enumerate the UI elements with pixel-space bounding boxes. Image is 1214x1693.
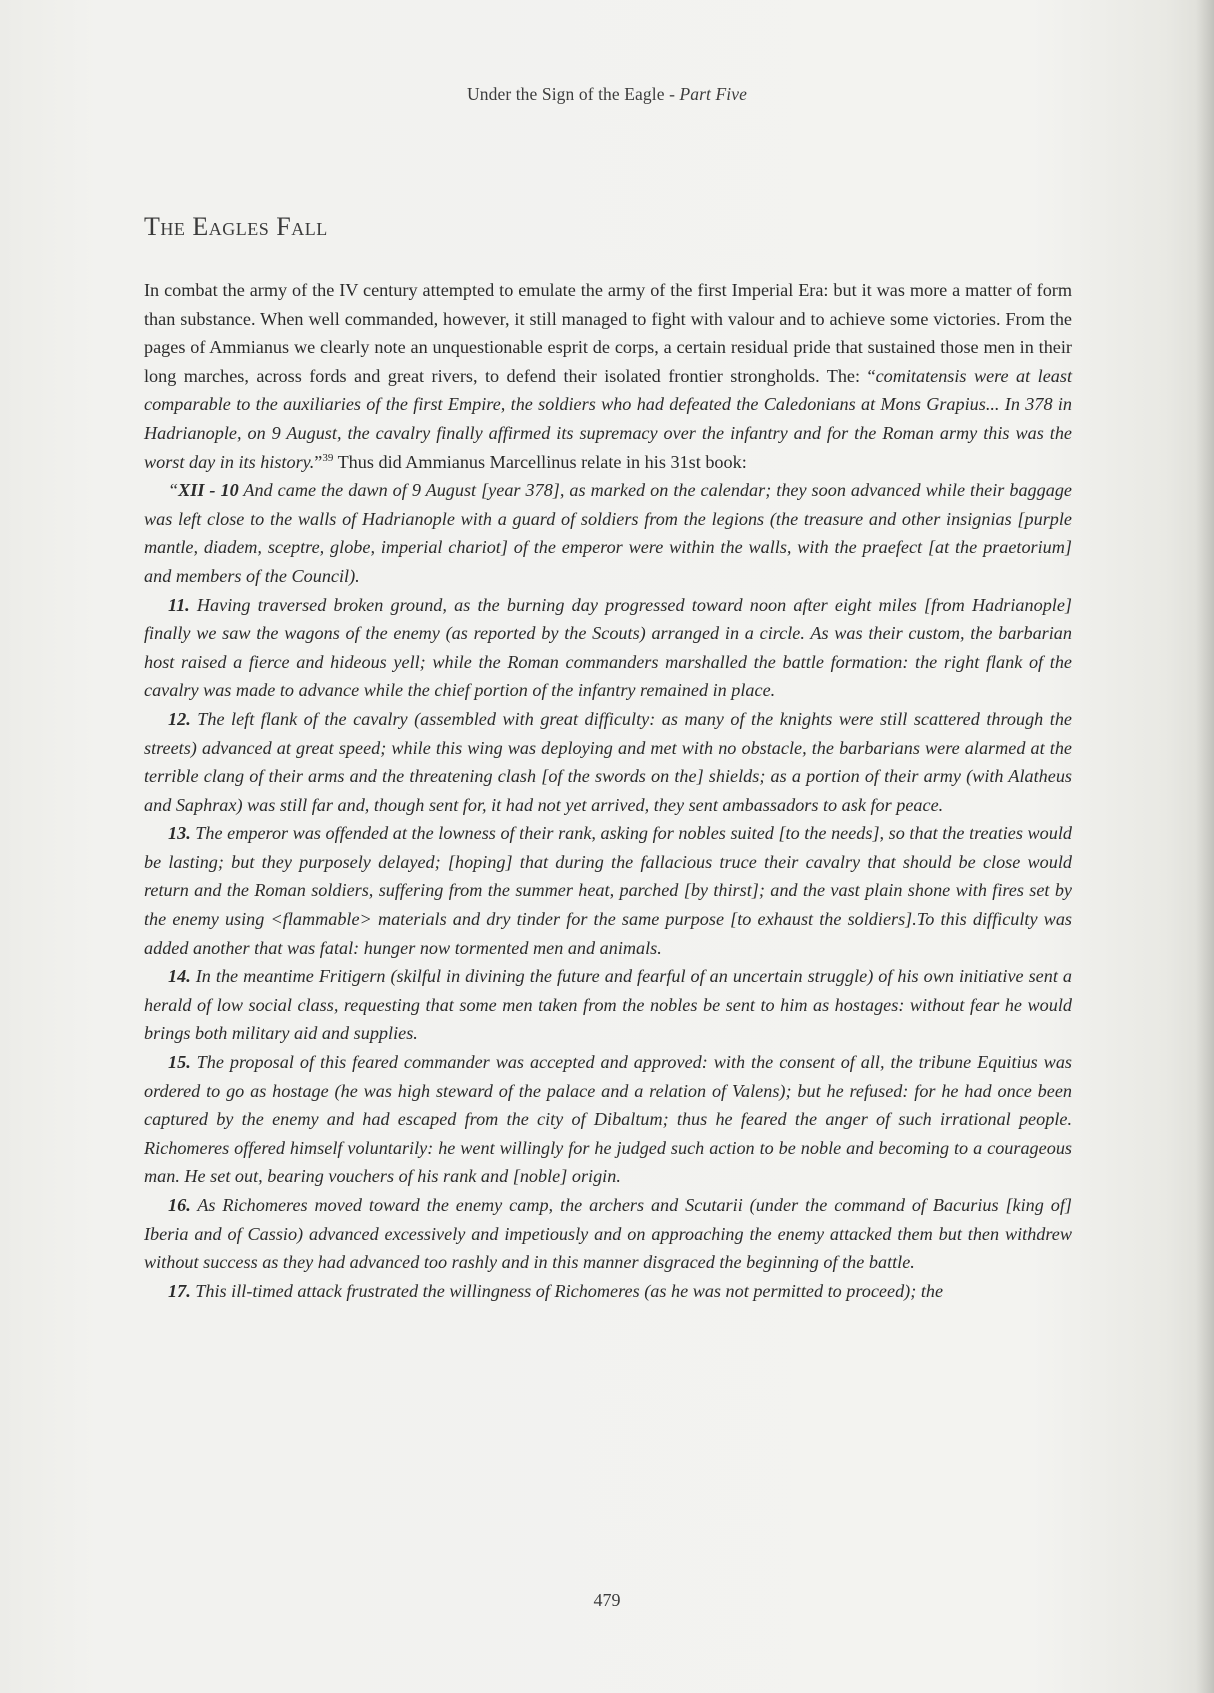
intro-paragraph xyxy=(144,276,1072,476)
paragraph-number: 16. xyxy=(168,1195,191,1215)
part-label: Part Five xyxy=(679,84,747,104)
page-edge-shadow xyxy=(1196,0,1214,1693)
quote-paragraph xyxy=(144,591,1072,705)
book-title: Under the Sign of the Eagle xyxy=(467,84,665,104)
paragraph-number: 15. xyxy=(168,1052,191,1073)
intro-quote: comitatensis were at least comparable to the auxiliaries of the first Empire, the soldiers who had defeated the Caledonians at Mons Grapius... In 378 in Hadrianople, on 9 August, the cavalry finally affirmed its supremacy over the infantry and for the Roman army this was the worst day in its history. xyxy=(144,365,1072,472)
quote-paragraph xyxy=(144,476,1072,590)
paragraph-number: XII - 10 xyxy=(178,480,239,501)
footnote-ref: 39 xyxy=(322,451,334,464)
paragraph-text: Having traversed broken ground, as the burning day progressed toward noon after eight miles [from Hadrianople] finally we saw the wagons of the enemy (as reported by the Scouts) arranged in a circle. As was their custom, the barbarian host raised a fierce and hideous yell; while the Roman commanders marshalled the battle formation: the right flank of the cavalry was made to advance while the chief portion of the infantry remained in place. xyxy=(144,594,1072,701)
quote-paragraph xyxy=(144,962,1072,1048)
page-number: 479 xyxy=(593,1590,621,1610)
paragraph-text: The emperor was offended at the lowness of their rank, asking for nobles suited [to the needs], so that the treaties would be lasting; but they purposely delayed; [hoping] that during the fallacious truce their cavalry that should be close would return and the Roman soldiers, suffering from the summer heat, parched [by thirst]; and the vast plain shone with fires set by the enemy using <flammable> materials and dry tinder for the same purpose [to exhaust the soldiers].To this difficulty was added another that was fatal: hunger now tormented men and animals. xyxy=(144,823,1072,958)
header-separator: - xyxy=(664,84,680,104)
paragraph-text: In the meantime Fritigern (skilful in divining the future and fearful of an uncertain struggle) of his own initiative sent a herald of low social class, requesting that some men taken from the nobles be sent to him as hostages: without fear he would brings both military aid and supplies. xyxy=(144,966,1072,1044)
quote-paragraph xyxy=(144,1277,1072,1306)
paragraph-text: As Richomeres moved toward the enemy camp, the archers and Scutarii (under the command of Bacurius [king of] Iberia and of Cassio) advanced excessively and impetiously and on approaching the enemy attacked them but then withdrew without success as they had advanced too rashly and in this manner disgraced the beginning of the battle. xyxy=(144,1195,1072,1273)
quote-paragraph xyxy=(144,1191,1072,1277)
paragraph-number: 12. xyxy=(168,708,191,729)
paragraph-number: 13. xyxy=(168,823,191,844)
paragraph-text: This ill-timed attack frustrated the willingness of Richomeres (as he was not permitted to proceed); the xyxy=(190,1280,944,1301)
body-text xyxy=(144,276,1072,1305)
paragraph-number: 14. xyxy=(168,966,191,987)
paragraph-number: 11. xyxy=(168,594,190,615)
intro-quote-close: ” xyxy=(314,451,323,472)
quote-paragraph xyxy=(144,705,1072,819)
intro-text: In combat the army of the IV century attempted to emulate the army of the first Imperial Era: but it was more a matter of form than substance. When well commanded, however, it still managed to fight with valour and to achieve some victories. From the pages of Ammianus we clearly note an unquestionable esprit de corps, a certain residual pride that sustained those men in their long marches, across fords and great rivers, to defend their isolated frontier strongholds. The: “ xyxy=(144,280,1072,386)
paragraph-number: 17. xyxy=(168,1280,191,1301)
quote-open-mark: “ xyxy=(168,480,179,501)
paragraph-text: And came the dawn of 9 August [year 378], as marked on the calendar; they soon advanced while their baggage was left close to the walls of Hadrianople with a guard of soldiers from the legions (the treasure and other insignias [purple mantle, diadem, sceptre, globe, imperial chariot] of the emperor were within the walls, with the praefect [at the praetorium] and members of the Council). xyxy=(144,480,1073,586)
paragraph-text: The proposal of this feared commander was accepted and approved: with the consent of all, the tribune Equitius was ordered to go as hostage (he was high steward of the palace and a relation of Valens); but he refused: for he had once been captured by the enemy and had escaped from the city of Dibaltum; thus he feared the anger of such irrational people. Richomeres offered himself voluntarily: he went willingly for he judged such action to be noble and becoming to a courageous man. He set out, bearing vouchers of his rank and [noble] origin. xyxy=(144,1052,1072,1187)
intro-text-after: Thus did Ammianus Marcellinus relate in his 31st book: xyxy=(333,451,747,472)
quote-paragraph xyxy=(144,1048,1072,1191)
paragraph-text: The left flank of the cavalry (assembled with great difficulty: as many of the knights were still scattered through the streets) advanced at great speed; while this wing was deploying and met with no obstacle, the barbarians were alarmed at the terrible clang of their arms and the threatening clash [of the swords on the] shields; as a portion of their army (with Alatheus and Saphrax) was still far and, though sent for, it had not yet arrived, they sent ambassadors to ask for peace. xyxy=(144,708,1072,815)
quote-paragraph xyxy=(144,819,1072,962)
running-header xyxy=(0,84,1214,105)
section-title: The Eagles Fall xyxy=(144,212,328,241)
